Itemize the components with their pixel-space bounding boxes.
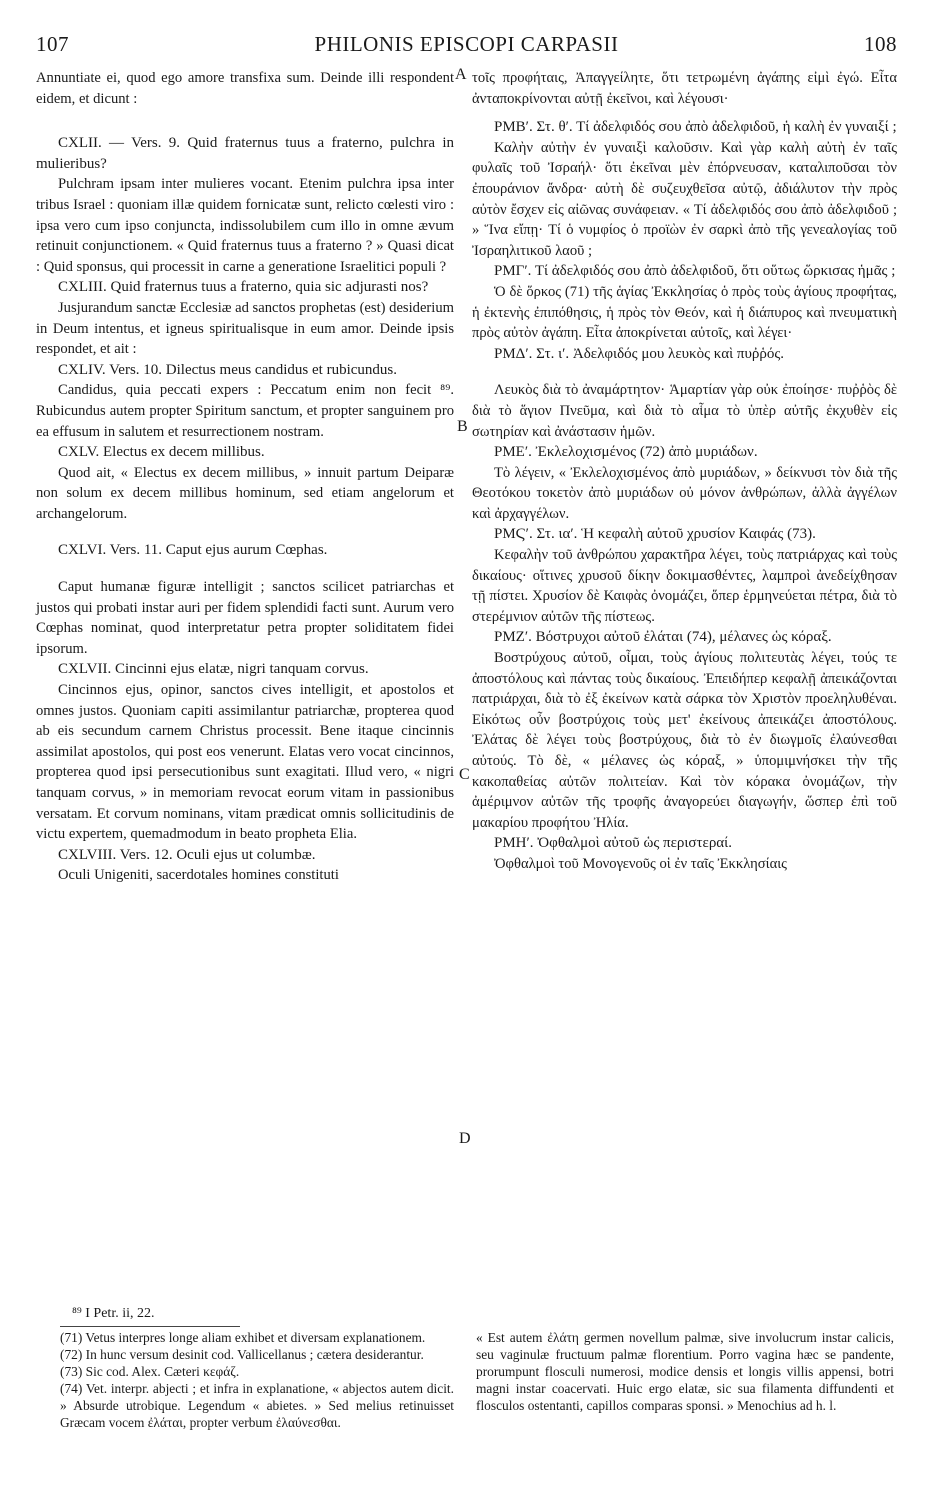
latin-section-heading: CXLVIII. Vers. 12. Oculi ejus ut columbæ. (58, 846, 316, 863)
latin-paragraph: Annuntiate ei, quod ego amore transfixa sum. Deinde illi respondent eidem, et dicunt : (36, 70, 454, 107)
scripture-reference: ⁸⁹ I Petr. ii, 22. (72, 1306, 155, 1321)
greek-section-heading: ΡΜΓʹ. Τί ἀδελφιδός σου ἀπὸ ἀδελφιδοῦ, ὅτι οὕτως ὥρκισας ἡμᾶς ; (494, 263, 896, 280)
margin-letter-b: B (457, 418, 468, 435)
greek-section-heading: ΡΜΕʹ. Ἐκλελοχισμένος (72) ἀπὸ μυριάδων. (494, 444, 758, 461)
latin-column (36, 68, 454, 886)
greek-paragraph: Ὀφθαλμοὶ τοῦ Μονογενοῦς οἱ ἐν ταῖς Ἐκκλησίαις (494, 855, 787, 872)
margin-letter-c: C (459, 766, 470, 783)
latin-paragraph: Oculi Unigeniti, sacerdotales homines constituti (58, 867, 339, 884)
latin-section-heading: CXLIV. Vers. 10. Dilectus meus candidus et rubicundus. (58, 361, 397, 378)
greek-section-heading: ΡΜϚʹ. Στ. ιαʹ. Ἡ κεφαλὴ αὐτοῦ χρυσίον Καιφάς (73). (494, 526, 816, 543)
page-number-left: 107 (36, 32, 69, 56)
greek-paragraph: Βοστρύχους αὐτοῦ, οἶμαι, τοὺς ἁγίους πολιτευτὰς λέγει, τούς τε ἀποστόλους καὶ πάντας τοὺς δικαίους. Ἐπειδήπερ κεφαλῇ ἀπεικάζονται πατριάρχαι, διὰ τὸ ἐξ ἐκείνων κατὰ σάρκα τὸν Χριστὸν προεληλυθέναι. Εἰκότως οὖν βοστρύχοις τοὺς μετ' ἐκείνους ἀπεικάζει ἀποστόλους. Ἐλάτας δὲ λέγει τοὺς βοστρύχους, διὰ τὸ ἐν διωγμοῖς ἐλαύνεσθαι αὐτούς. Τὸ δὲ, « μέλανες ὡς κόραξ, » ὑπομιμνήσκει τὴν τῆς κακοπαθείας αὐτῶν πολιτείαν. Καὶ τὸν κόρακα ὀνομάζων, τὴν ἀμέριμνον αὐτῶν τῆς τροφῆς ἀναγορεύει διαγωγήν, ὥσπερ ἐπὶ τοῦ μακαρίου προφήτου Ἠλία. (472, 650, 897, 831)
latin-paragraph: Cincinnos ejus, opinor, sanctos cives intelligit, et apostolos et omnes justos. Quoniam capiti assimilantur patriarchæ, propterea quod ab eis secundum carnem Christus processit. Bene itaque cincinnis assimilat apostolos, qui post eos venerunt. Elatas vero vocat cincinnos, propterea quod ipsi persecutionibus sunt exagitati. Illud vero, « nigri tanquam corvus, » in memoriam revocat eorum vitam in passionibus versatam. Et corvum nominans, vitam prædicat omnis sollicitudinis de victu expertem, quemadmodum in beato propheta Elia. (36, 682, 454, 843)
latin-paragraph: Quod ait, « Electus ex decem millibus, » innuit partum Deiparæ non solum ex decem millibus hominum, sed etiam angelorum et archangelorum. (36, 464, 454, 522)
latin-section-heading: CXLII. — Vers. 9. Quid fraternus tuus a fraterno, pulchra in mulieribus? (36, 135, 454, 172)
latin-paragraph: Caput humanæ figuræ intelligit ; sanctos scilicet patriarchas et justos qui probati instar auri per fidem splendidi facti sunt. Aurum vero Cœphas nominat, quod interpretatur petra propter soliditatem fidei ipsorum. (36, 579, 454, 657)
footnote: « Est autem ἐλάτη germen novellum palmæ, sive involucrum instar calicis, seu vaginulæ fructuum palmæ florentium. Porro vagina hæc se pandente, prorumpunt flosculi numerosi, modice densis et longis villis appensi, botri magni instar coacervati. Huic ergo elatæ, sic sua filamenta diffundenti et flosculos ostentanti, capillos comparas sponsi. » Menochius ad h. l. (476, 1330, 894, 1413)
greek-section-heading: ΡΜΔʹ. Στ. ιʹ. Ἀδελφιδός μου λευκὸς καὶ πυῤῥός. (494, 345, 785, 362)
greek-paragraph: Τὸ λέγειν, « Ἐκλελοχισμένος ἀπὸ μυριάδων, » δείκνυσι τὸν διὰ τῆς Θεοτόκου τοκετὸν ἀπὸ μυριάδων οὐ μόνον ἀνθρώπων, ἀλλὰ ἀγγέλων καὶ ἀρχαγγέλων. (472, 464, 897, 522)
running-title: PHILONIS EPISCOPI CARPASII (314, 32, 619, 56)
greek-section-heading: ΡΜΒʹ. Στ. θʹ. Τί ἀδελφιδός σου ἀπὸ ἀδελφιδοῦ, ἡ καλὴ ἐν γυναιξί ; (494, 119, 897, 136)
greek-paragraph: Κεφαλὴν τοῦ ἀνθρώπου χαρακτῆρα λέγει, τοὺς πατριάρχας καὶ τοὺς δικαίους· οἵτινες χρυσοῦ δίκην δοκιμασθέντες, λαμπροὶ ἀνεδείχθησαν τῇ πίστει. Χρυσίον δὲ Καιφὰς ὀνομάζει, ὅπερ ἑρμηνεύεται πέτρα, διὰ τὸ στερέμνιον αὐτῶν τῆς πίστεως. (472, 547, 897, 625)
footnote: (72) In hunc versum desinit cod. Vallicellanus ; cætera desiderantur. (60, 1347, 424, 1362)
margin-letter-d: D (459, 1130, 471, 1147)
latin-paragraph: Candidus, quia peccati expers : Peccatum enim non fecit ⁸⁹. Rubicundus autem propter Spiritum sanctum, et propter sanguinem pro ea effusum in salutem et resurrectionem nostram. (36, 382, 454, 440)
latin-section-heading: CXLIII. Quid fraternus tuus a fraterno, quia sic adjurasti nos? (58, 279, 429, 296)
footnote: (73) Sic cod. Alex. Cæteri κεφάζ. (60, 1364, 240, 1379)
footnotes-right (476, 1329, 894, 1414)
latin-section-heading: CXLV. Electus ex decem millibus. (58, 444, 265, 461)
latin-paragraph: Pulchram ipsam inter mulieres vocant. Etenim pulchra ipsa inter tribus Israel : quoniam illæ quidem fornicatæ sunt, relicto cœlesti viro : ipsa vero cum ipso conjuncta, indissolubilem cum illo in omne ævum retinuit conjunctionem. « Quid fraternus tuus a fraterno ? » Quasi dicat : Quid sponsus, qui processit in carne a generatione Israelitici populi ? (36, 176, 454, 275)
footnote: (71) Vetus interpres longe aliam exhibet et diversam explanationem. (60, 1330, 426, 1345)
margin-letter-a: A (455, 66, 467, 83)
footnote: (74) Vet. interpr. abjecti ; et infra in explanatione, « abjectos autem dicit. » Absurde utrobique. Legendum « abietes. » Sed melius retinuisset Græcam vocem ἐλάται, propter verbum ἐλαύνεσθαι. (60, 1381, 454, 1430)
page-number-right: 108 (864, 32, 897, 56)
greek-paragraph: Λευκὸς διὰ τὸ ἀναμάρτητον· Ἁμαρτίαν γὰρ οὐκ ἐποίησε· πυῤῥὸς δὲ διὰ τὸ ἅγιον Πνεῦμα, καὶ διὰ τὸ αἷμα τὸ ὑπὲρ αὐτῆς ἐκχυθὲν εἰς σωτηρίαν καὶ ἀνάστασιν ἡμῶν. (472, 382, 897, 440)
greek-column (472, 68, 897, 875)
latin-paragraph: Jusjurandum sanctæ Ecclesiæ ad sanctos prophetas (est) desiderium in Deum intentus, et igneus spiritualisque in eum amor. Deinde ipsis respondet, et ait : (36, 299, 454, 358)
footnote-divider (60, 1326, 240, 1327)
greek-section-heading: ΡΜΗʹ. Ὀφθαλμοὶ αὐτοῦ ὡς περιστεραί. (494, 835, 732, 852)
latin-section-heading: CXLVI. Vers. 11. Caput ejus aurum Cœphas. (58, 542, 328, 559)
running-header (36, 32, 897, 62)
latin-section-heading: CXLVII. Cincinni ejus elatæ, nigri tanquam corvus. (58, 661, 369, 678)
greek-paragraph: Καλὴν αὐτὴν ἐν γυναιξὶ καλοῦσιν. Καὶ γὰρ καλὴ αὐτὴ ἐν ταῖς φυλαῖς τοῦ Ἰσραήλ· ὅτι ἐκεῖναι μὲν ἐπόρνευσαν, καταλιποῦσαι τὸν ἐπουράνιον ἄνδρα· αὐτὴ δὲ συζευχθεῖσα αὐτῷ, ἀδιάλυτον τὴν πρὸς αὐτὸν ἔσχεν εἰς αἰῶνας συνάφειαν. « Τί ἀδελφιδός σου ἀπὸ ἀδελφιδοῦ ; » Ἵνα εἴπῃ· Τί ὁ νυμφίος ὁ προϊὼν ἐν σαρκὶ ἀπὸ τῆς γενεαλογίας τοῦ Ἰσραηλιτικοῦ λαοῦ ; (472, 139, 897, 259)
greek-section-heading: ΡΜΖʹ. Βόστρυχοι αὐτοῦ ἐλάται (74), μέλανες ὡς κόραξ. (494, 629, 832, 646)
greek-paragraph: τοῖς προφήταις, Ἀπαγγείλητε, ὅτι τετρωμένη ἀγάπης εἰμὶ ἐγώ. Εἶτα ἀνταποκρίνονται αὐτῇ ἐκεῖνοι, καὶ λέγουσι· (472, 70, 897, 107)
footnotes-left (60, 1329, 454, 1431)
greek-paragraph: Ὁ δὲ ὅρκος (71) τῆς ἁγίας Ἐκκλησίας ὁ πρὸς τοὺς ἁγίους προφήτας, ἡ ἐκτενὴς ἐπιπόθησις, ἡ πρὸς τὸν Θεόν, καὶ ἡ διάπυρος καὶ πνευματικὴ πρὸς αὐτὸν ἀγάπη. Εἶτα ἀποκρίνεται αὐτοῖς, καὶ λέγει· (472, 283, 897, 342)
